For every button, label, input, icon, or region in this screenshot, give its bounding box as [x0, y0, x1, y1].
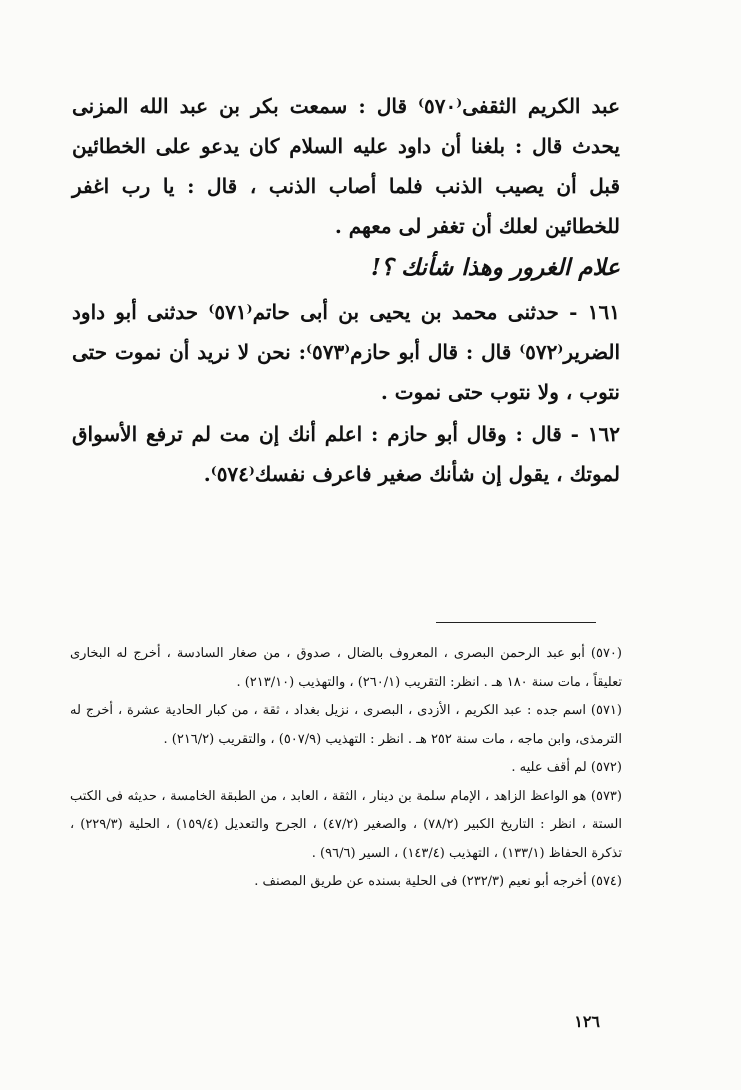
body-paragraph-1: عبد الكريم الثقفى⁽٥٧٠⁾ قال : سمعت بكر بن عبد الله المزنى يحدث قال : بلغنا أن داود عليه السلام كان يدعو على الخطائين قبل أن يصيب الذنب فلما أصاب الذنب ، قال : يا رب اغفر للخطائين لعلك أن تغفر لى معهم .	[72, 94, 621, 238]
footnote-divider	[436, 622, 596, 623]
footnote-570: (٥٧٠) أبو عبد الرحمن البصرى ، المعروف بالضال ، صدوق ، من صغار السادسة ، أخرج له البخارى تعليقاً ، مات سنة ١٨٠ هـ . انظر: التقريب (٢٦٠/١) ، والتهذيب (٢١٣/١٠) .	[70, 646, 622, 690]
footnote-571: (٥٧١) اسم جده : عبد الكريم ، الأزدى ، البصرى ، نزيل بغداد ، ثقة ، من كبار الحادية عشرة ، أخرج له الترمذى، وابن ماجه ، مات سنة ٢٥٢ هـ . انظر : التهذيب (٥٠٧/٩) ، والتقريب (٢١٦/٢) .	[70, 703, 622, 747]
footnote-573: (٥٧٣) هو الواعظ الزاهد ، الإمام سلمة بن دينار ، الثقة ، العابد ، من الطبقة الخامسة ، حديثه فى الكتب الستة ، انظر : التاريخ الكبير (٧٨/٢) ، والصغير (٤٧/٢) ، الجرح والتعديل (١٥٩/٤) ، الحلية (٢٢٩/٣) ، تذكرة الحفاظ (١٣٣/١) ، التهذيب (١٤٣/٤) ، السير (٩٦/٦) .	[70, 788, 622, 861]
page-number: ١٢٦	[574, 1012, 600, 1031]
body-paragraph-2: ١٦١ - حدثنى محمد بن يحيى بن أبى حاتم⁽٥٧١⁾ حدثنى أبو داود الضرير⁽٥٧٢⁾ قال : قال أبو حازم⁽٥٧٣⁾: نحن لا نريد أن نموت حتى نتوب ، ولا نتوب حتى نموت .	[72, 300, 620, 404]
body-paragraph-3: ١٦٢ - قال : وقال أبو حازم : اعلم أنك إن مت لم ترفع الأسواق لموتك ، يقول إن شأنك صغير فاعرف نفسك⁽٥٧٤⁾.	[72, 422, 620, 486]
footnote-572: (٥٧٢) لم أقف عليه .	[511, 760, 622, 775]
footnote-574: (٥٧٤) أخرجه أبو نعيم (٢٣٢/٣) فى الحلية بسنده عن طريق المصنف .	[254, 874, 622, 889]
footnotes	[70, 640, 622, 897]
section-heading: علام الغرور وهذا شأنك ؟!	[370, 254, 620, 281]
